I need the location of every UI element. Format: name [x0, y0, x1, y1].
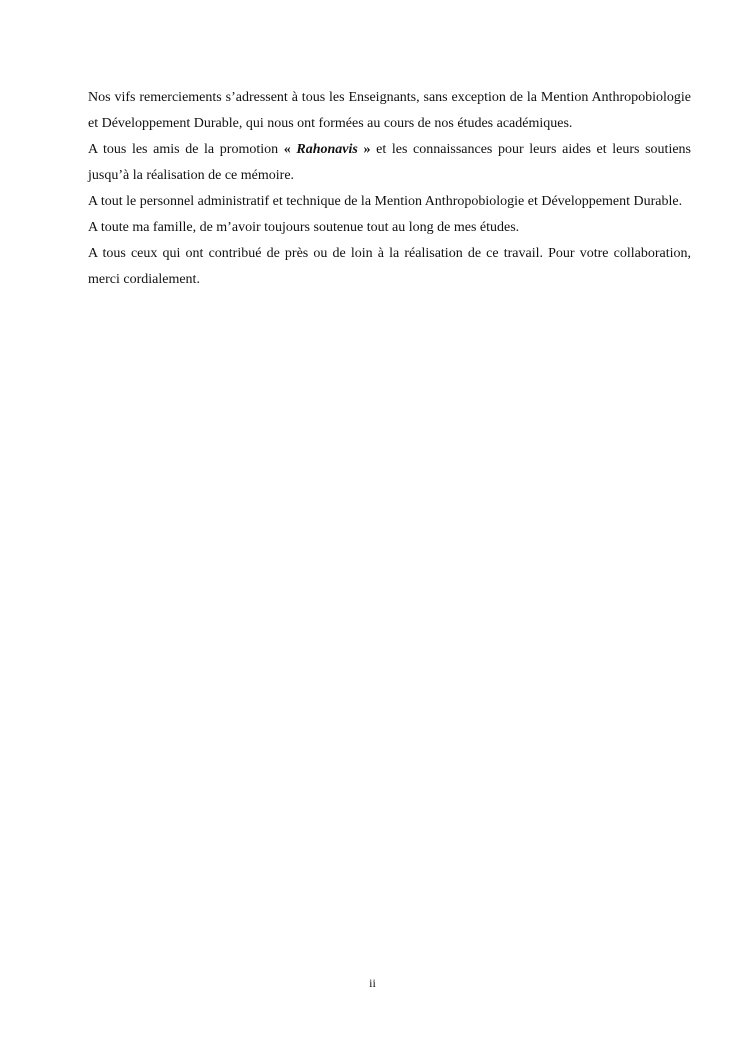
quote-close: »: [357, 142, 371, 157]
acknowledgement-paragraph-family: A toute ma famille, de m’avoir toujours soutenue tout au long de mes études.: [88, 220, 520, 235]
promotion-name: Rahonavis: [296, 142, 358, 157]
acknowledgement-paragraph-contributors: A tous ceux qui ont contribué de près ou de loin à la réalisation de ce travail. Pour votre collaboration, merci cordialement.: [88, 246, 691, 287]
acknowledgement-paragraph-teachers: Nos vifs remerciements s’adressent à tous les Enseignants, sans exception de la Mention Anthropobiologie et Développement Durable, qui nous ont formées au cours de nos études académiques.: [88, 90, 691, 131]
acknowledgements-body: [88, 85, 691, 293]
promotion-text-after: et les connaissances pour leurs aides et leurs soutiens jusqu’à la réalisation de ce mémoire.: [88, 142, 692, 183]
quote-open: «: [283, 142, 297, 157]
acknowledgement-paragraph-promotion: [88, 137, 691, 189]
promotion-text-before: A tous les amis de la promotion: [88, 142, 284, 157]
acknowledgement-paragraph-staff: A tout le personnel administratif et technique de la Mention Anthropobiologie et Développement Durable.: [88, 194, 683, 209]
page-number: ii: [369, 976, 376, 990]
